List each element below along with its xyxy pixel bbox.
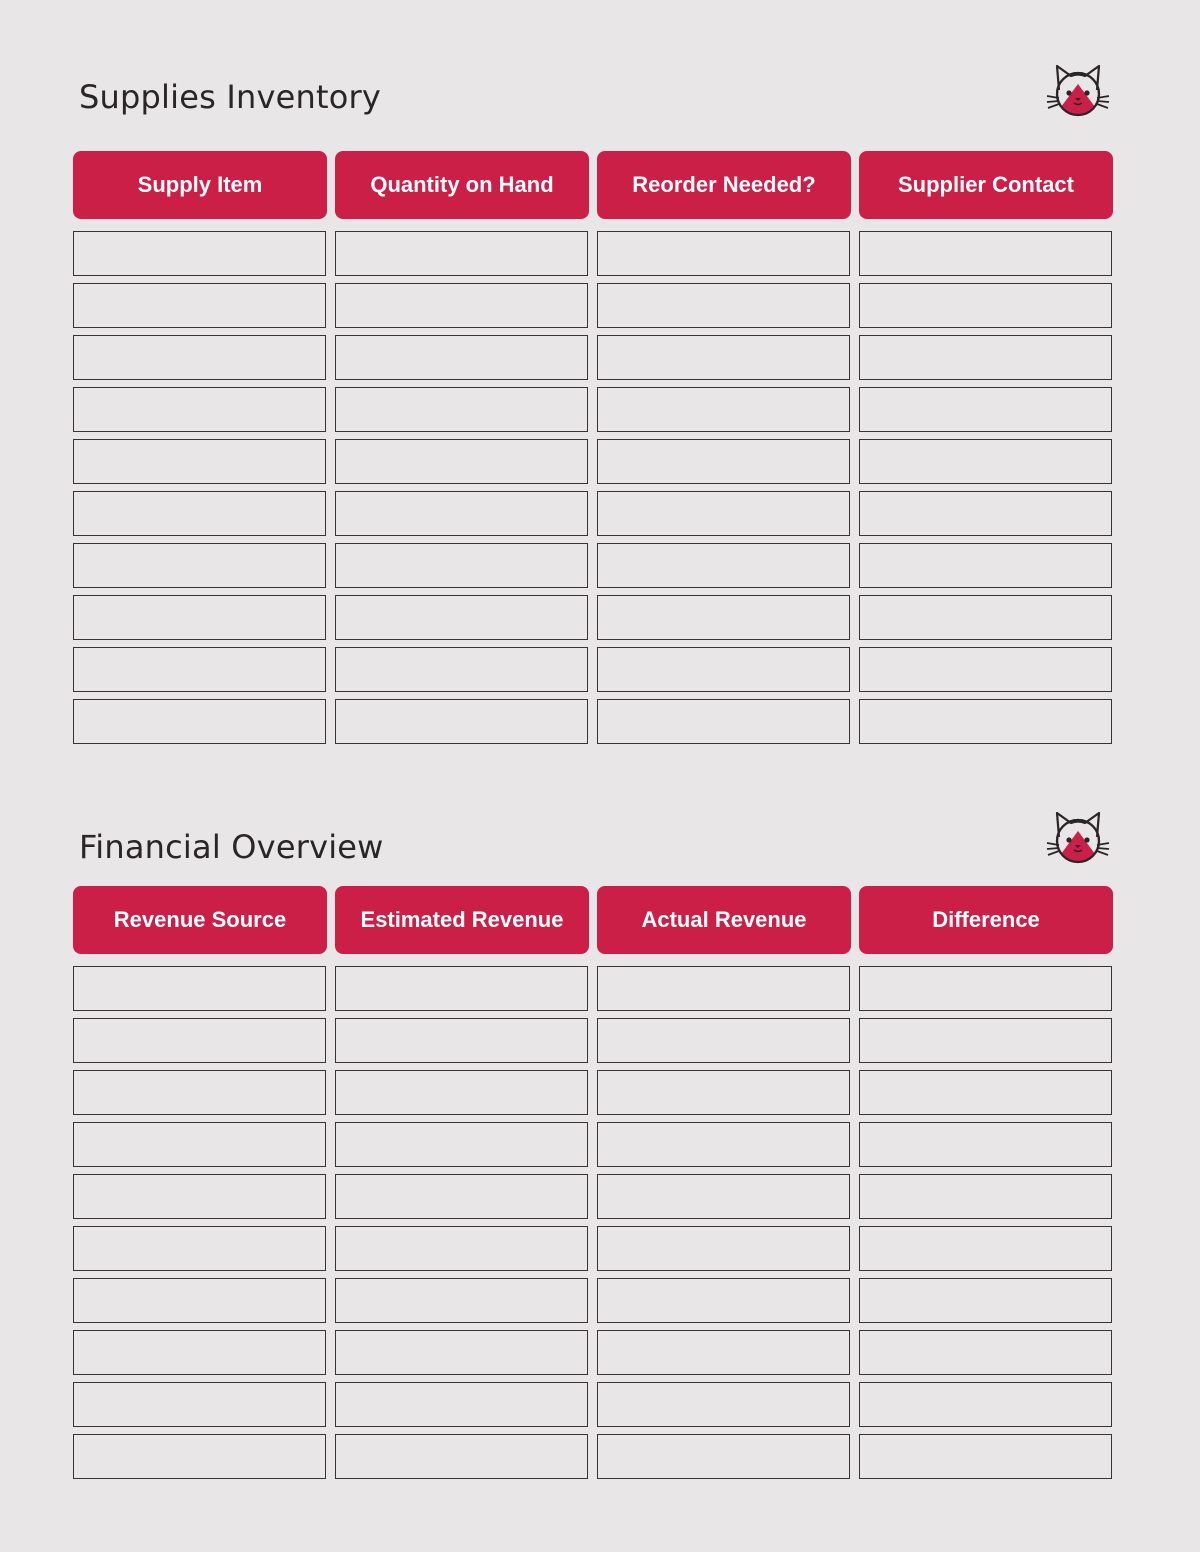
- column-header: Actual Revenue: [597, 886, 851, 954]
- table-cell[interactable]: [335, 1382, 588, 1427]
- table-cell[interactable]: [73, 491, 326, 536]
- table-cell[interactable]: [73, 1330, 326, 1375]
- table-cell[interactable]: [859, 283, 1112, 328]
- table-cell[interactable]: [859, 1226, 1112, 1271]
- table-cell[interactable]: [597, 699, 850, 744]
- cat-face-icon: [1045, 60, 1111, 120]
- table-cell[interactable]: [597, 439, 850, 484]
- table-cell[interactable]: [859, 1174, 1112, 1219]
- table-cell[interactable]: [335, 439, 588, 484]
- table-cell[interactable]: [335, 491, 588, 536]
- table-cell[interactable]: [335, 966, 588, 1011]
- table-cell[interactable]: [597, 1174, 850, 1219]
- table-cell[interactable]: [73, 1122, 326, 1167]
- table-cell[interactable]: [597, 335, 850, 380]
- table-cell[interactable]: [597, 595, 850, 640]
- column-header: Quantity on Hand: [335, 151, 589, 219]
- table-cell[interactable]: [73, 387, 326, 432]
- table-cell[interactable]: [73, 1070, 326, 1115]
- table-cell[interactable]: [859, 231, 1112, 276]
- table-cell[interactable]: [597, 543, 850, 588]
- cat-face-icon: [1045, 807, 1111, 867]
- table-cell[interactable]: [859, 1434, 1112, 1479]
- table-cell[interactable]: [73, 283, 326, 328]
- table-cell[interactable]: [335, 543, 588, 588]
- table-cell[interactable]: [73, 1226, 326, 1271]
- table-cell[interactable]: [335, 231, 588, 276]
- table-cell[interactable]: [597, 1434, 850, 1479]
- table-cell[interactable]: [73, 1278, 326, 1323]
- section-title: Supplies Inventory: [79, 78, 381, 116]
- table-cell[interactable]: [597, 491, 850, 536]
- table-cell[interactable]: [335, 1174, 588, 1219]
- table-cell[interactable]: [335, 335, 588, 380]
- column-header: Estimated Revenue: [335, 886, 589, 954]
- table-cell[interactable]: [73, 439, 326, 484]
- table-cell[interactable]: [597, 387, 850, 432]
- section-title: Financial Overview: [79, 828, 384, 866]
- column-header: Difference: [859, 886, 1113, 954]
- table-cell[interactable]: [73, 1382, 326, 1427]
- table-cell[interactable]: [335, 647, 588, 692]
- table-cell[interactable]: [73, 699, 326, 744]
- table-cell[interactable]: [859, 1330, 1112, 1375]
- table-cell[interactable]: [597, 1330, 850, 1375]
- table-cell[interactable]: [335, 1226, 588, 1271]
- table-cell[interactable]: [335, 595, 588, 640]
- table-cell[interactable]: [859, 966, 1112, 1011]
- table-cell[interactable]: [859, 1018, 1112, 1063]
- table-cell[interactable]: [73, 1018, 326, 1063]
- table-cell[interactable]: [335, 1018, 588, 1063]
- table-cell[interactable]: [859, 1382, 1112, 1427]
- column-header: Revenue Source: [73, 886, 327, 954]
- table-cell[interactable]: [73, 1434, 326, 1479]
- table-cell[interactable]: [859, 439, 1112, 484]
- table-cell[interactable]: [859, 1122, 1112, 1167]
- table-cell[interactable]: [859, 491, 1112, 536]
- table-cell[interactable]: [859, 543, 1112, 588]
- table-cell[interactable]: [859, 1070, 1112, 1115]
- table-cell[interactable]: [859, 1278, 1112, 1323]
- column-header: Supply Item: [73, 151, 327, 219]
- table-cell[interactable]: [859, 595, 1112, 640]
- table-cell[interactable]: [335, 283, 588, 328]
- table-cell[interactable]: [73, 966, 326, 1011]
- table-cell[interactable]: [335, 1070, 588, 1115]
- table-cell[interactable]: [73, 647, 326, 692]
- table-cell[interactable]: [859, 699, 1112, 744]
- table-cell[interactable]: [73, 595, 326, 640]
- column-header: Reorder Needed?: [597, 151, 851, 219]
- table-cell[interactable]: [597, 283, 850, 328]
- table-cell[interactable]: [335, 1330, 588, 1375]
- table-cell[interactable]: [335, 1278, 588, 1323]
- table-cell[interactable]: [597, 231, 850, 276]
- table-cell[interactable]: [597, 1122, 850, 1167]
- table-cell[interactable]: [73, 1174, 326, 1219]
- table-cell[interactable]: [859, 335, 1112, 380]
- table-cell[interactable]: [73, 543, 326, 588]
- table-cell[interactable]: [859, 647, 1112, 692]
- table-cell[interactable]: [73, 335, 326, 380]
- table-cell[interactable]: [859, 387, 1112, 432]
- table-cell[interactable]: [335, 1122, 588, 1167]
- table-cell[interactable]: [335, 1434, 588, 1479]
- table-cell[interactable]: [597, 1070, 850, 1115]
- column-header: Supplier Contact: [859, 151, 1113, 219]
- table-cell[interactable]: [597, 1278, 850, 1323]
- table-cell[interactable]: [597, 647, 850, 692]
- table-cell[interactable]: [335, 387, 588, 432]
- table-cell[interactable]: [73, 231, 326, 276]
- table-cell[interactable]: [597, 1226, 850, 1271]
- table-cell[interactable]: [597, 966, 850, 1011]
- table-cell[interactable]: [597, 1018, 850, 1063]
- table-cell[interactable]: [597, 1382, 850, 1427]
- table-cell[interactable]: [335, 699, 588, 744]
